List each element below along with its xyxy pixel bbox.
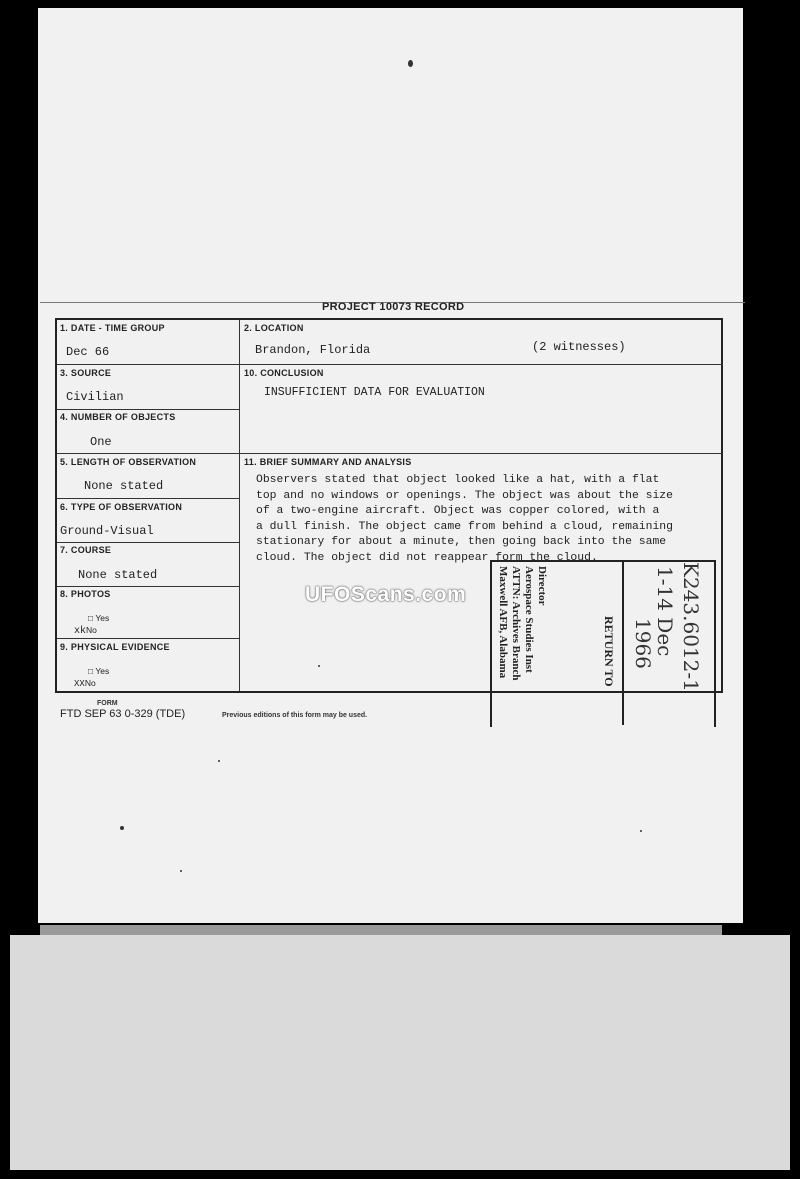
return-address-line: Aerospace Studies Inst [523,566,535,673]
summary-line: cloud. The object did not reappear form the cloud. [256,551,598,564]
speck [218,760,220,762]
form-title: PROJECT 10073 RECORD [322,301,465,313]
summary-line: of a two-engine aircraft. Object was copper colored, with a [256,505,660,518]
course-value: None stated [78,568,158,582]
summary-label: 11. BRIEF SUMMARY AND ANALYSIS [244,457,412,467]
handwritten-code: K243.6012-1 [679,562,703,692]
photos-no-option [74,625,97,637]
row-rule [57,586,239,587]
return-address-line: Maxwell AFB, Alabama [497,566,509,679]
speck [180,870,182,872]
date-time-value: Dec 66 [66,345,110,359]
summary-line: stationary for about a minute, then going back into the same [256,536,667,549]
row-rule [57,498,239,499]
row-rule [57,409,239,410]
background-paper [10,935,790,1170]
number-objects-value: One [90,435,112,449]
return-address-line: Director [536,566,548,606]
handwritten-year: 1966 [631,618,655,669]
photos-label: 8. PHOTOS [60,589,111,599]
photos-no-mark: xk [74,626,87,637]
length-observation-value: None stated [84,479,164,493]
footer-form-word: FORM [97,700,118,707]
source-value: Civilian [66,390,124,404]
checkbox-icon: □ [88,613,94,623]
row-rule [57,453,239,454]
location-note: (2 witnesses) [532,340,626,354]
evidence-no-option [74,678,96,689]
length-observation-label: 5. LENGTH OF OBSERVATION [60,457,197,467]
summary-line: top and no windows or openings. The object was about the size [256,489,673,502]
summary-text [256,473,722,567]
evidence-no-label: No [84,678,96,688]
location-value: Brandon, Florida [255,343,371,357]
checkbox-icon: □ [88,666,94,676]
handwritten-date: 1-14 Dec [653,566,677,657]
photos-no-label: No [86,625,97,635]
physical-evidence-label: 9. PHYSICAL EVIDENCE [60,642,170,652]
type-observation-label: 6. TYPE OF OBSERVATION [60,502,183,512]
row-rule [239,453,723,454]
return-stamp-divider [622,560,624,725]
speck [640,830,642,832]
row-rule [239,364,723,365]
row-rule [57,364,239,365]
course-label: 7. COURSE [60,545,112,555]
summary-line: Observers stated that object looked like a hat, with a flat [256,474,660,486]
photos-yes-option [88,613,109,623]
watermark: UFOScans.com [305,583,467,606]
source-label: 3. SOURCE [60,368,112,378]
footer-form-id: FTD SEP 63 0-329 (TDE) [60,708,186,720]
summary-line: a dull finish. The object came from behind a cloud, remaining [256,520,673,533]
conclusion-value: INSUFFICIENT DATA FOR EVALUATION [264,386,485,399]
return-to-title: RETURN TO [602,616,616,687]
speck [408,60,413,67]
evidence-no-mark: XX [74,679,85,689]
location-label: 2. LOCATION [244,323,304,333]
footer-note: Previous editions of this form may be used. [222,712,368,719]
evidence-yes-option [88,666,109,676]
card-edge [40,925,722,935]
row-rule [57,542,239,543]
number-objects-label: 4. NUMBER OF OBJECTS [60,412,176,422]
speck [120,826,124,830]
photos-yes-label: Yes [95,613,110,623]
type-observation-value: Ground-Visual [60,524,154,538]
column-divider [239,320,240,691]
row-rule [57,638,239,639]
conclusion-label: 10. CONCLUSION [244,368,324,378]
date-time-label: 1. DATE - TIME GROUP [60,323,165,333]
evidence-yes-label: Yes [95,666,110,676]
return-address-line: ATTN: Archives Branch [510,566,522,681]
